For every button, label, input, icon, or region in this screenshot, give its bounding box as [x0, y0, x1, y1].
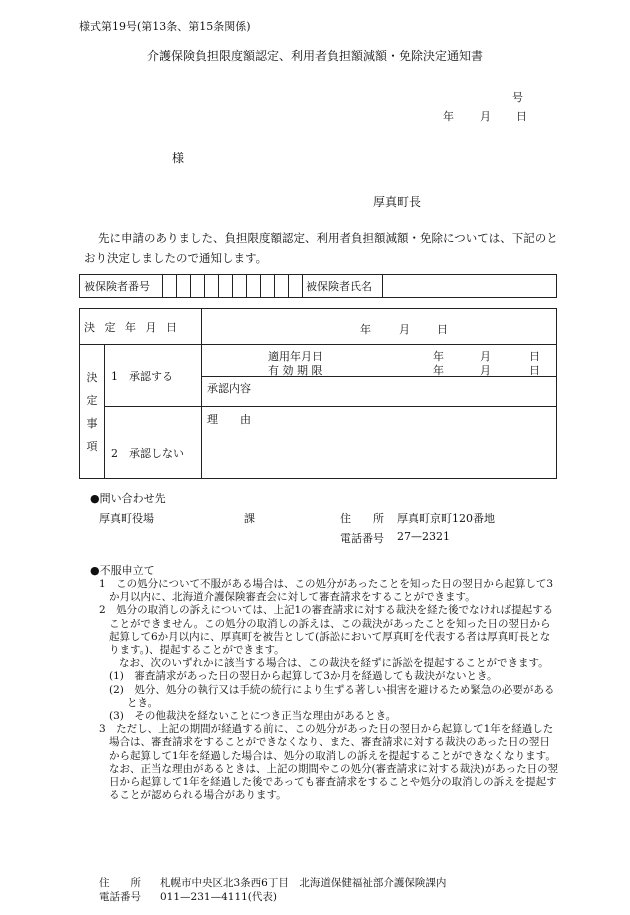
decision-date-year: 年 [360, 322, 371, 336]
digit-box[interactable] [219, 275, 233, 298]
intro-paragraph: 先に申請のありました、負担限度額認定、利用者負担額減額・免除については、下記のとおり決定しましたので通知します。 [84, 231, 558, 265]
form-number: 様式第19号(第13条、第15条関係) [79, 20, 251, 33]
digit-box[interactable] [205, 275, 219, 298]
valid-year: 年 [433, 363, 444, 377]
inquiry-phone-label: 電話番号 [340, 532, 384, 545]
digit-box[interactable] [233, 275, 247, 298]
appeal-item-1: 1 この処分について不服がある場合は、この処分があったことを知った日の翌日から起算して3か月以内に、北海道介護保険審査会に対して審査請求をすることができます。 [99, 578, 554, 604]
digit-box[interactable] [191, 275, 205, 298]
digit-box[interactable] [261, 275, 275, 298]
approval-content-label: 承認内容 [207, 382, 251, 395]
inquiry-heading: ●問い合わせ先 [90, 492, 166, 505]
insured-table [79, 274, 557, 298]
addressee-honorific: 様 [172, 151, 185, 165]
appeal-item-2: 2 処分の取消しの訴えについては、上記1の審査請求に対する裁決を経た後でなければ提起することができません。この処分の取消しの訴えは、この裁決があったことを知った日の翌日から起算して6か月以内に、厚真町を被告として(訴訟において厚真町を代表する者は厚真町長となります。)、提起することができます。 [99, 604, 554, 657]
valid-day: 日 [529, 363, 540, 377]
decision-date-field[interactable] [202, 309, 557, 345]
apply-date-label: 適用年月日 [268, 349, 323, 363]
insured-name-label: 被保険者氏名 [303, 275, 383, 298]
digit-box[interactable] [163, 275, 177, 298]
issuer-name: 厚真町長 [373, 195, 422, 209]
inquiry-section: 課 [244, 512, 255, 525]
apply-year: 年 [433, 349, 444, 363]
issue-date-month: 月 [480, 110, 491, 123]
deny-option[interactable]: 2 承認しない [105, 407, 202, 479]
footer-phone-label: 電話番号 [99, 891, 141, 903]
digit-box[interactable] [177, 275, 191, 298]
appeal-item-2b: なお、次のいずれかに該当する場合は、この裁決を経ずに訴訟を提起することができます。 [119, 657, 549, 670]
inquiry-address-label: 住 所 [340, 512, 384, 525]
decision-date-label: 決 定 年 月 日 [80, 309, 202, 345]
reason-label: 理 由 [207, 413, 251, 426]
apply-day: 日 [529, 349, 540, 363]
reason-field[interactable] [202, 407, 557, 479]
number-label: 号 [512, 91, 523, 104]
footer-address-label: 住 所 [99, 877, 141, 889]
approval-content-field[interactable] [202, 377, 557, 407]
inquiry-address: 厚真町京町120番地 [397, 512, 495, 525]
issue-date-year: 年 [443, 110, 454, 123]
appeal-heading: ●不服申立て [90, 564, 155, 577]
valid-until-label: 有 効 期 限 [268, 363, 323, 377]
approve-option[interactable]: 1 承認する [105, 345, 202, 407]
digit-box[interactable] [247, 275, 261, 298]
inquiry-office: 厚真町役場 [99, 512, 154, 525]
issue-date-day: 日 [516, 110, 527, 123]
valid-month: 月 [480, 363, 491, 377]
decision-table [79, 308, 557, 479]
appeal-notes [99, 578, 559, 802]
document-title: 介護保険負担限度額認定、利用者負担額減額・免除決定通知書 [146, 49, 483, 63]
insured-number-label: 被保険者番号 [80, 275, 163, 298]
decision-matters-label: 決定事項 [80, 345, 105, 479]
apply-month: 月 [480, 349, 491, 363]
appeal-sub-2: (2) 処分、処分の執行又は手続の続行により生ずる著しい損害を避けるため緊急の必要があるとき。 [109, 683, 555, 709]
footer-address: 札幌市中央区北3条西6丁目 北海道保健福祉部介護保険課内 [160, 877, 447, 889]
digit-box[interactable] [289, 275, 303, 298]
decision-date-month: 月 [399, 322, 410, 336]
appeal-sub-3: (3) その他裁決を経ないことにつき正当な理由があるとき。 [109, 710, 397, 723]
insured-name-field[interactable] [383, 275, 557, 298]
appeal-item-3: 3 ただし、上記の期間が経過する前に、この処分があった日の翌日から起算して1年を経過した場合は、審査請求をすることができなくなり、また、審査請求に対する裁決のあった日の翌日から起算して1年を経過した場合は、処分の取消しの訴えを提起することができなくなります。なお、正当な理由があるときは、上記の期間やこの処分(審査請求に対する裁決)があった日の翌日から起算して1年を経過した後であっても審査請求をすることや処分の取消しの訴えを提起することが認められる場合があります。 [99, 723, 559, 802]
approval-period [202, 345, 557, 377]
footer-phone: 011—231—4111(代表) [160, 891, 277, 903]
appeal-sub-1: (1) 審査請求があった日の翌日から起算して3か月を経過しても裁決がないとき。 [109, 670, 498, 683]
decision-date-day: 日 [437, 322, 448, 336]
digit-box[interactable] [275, 275, 289, 298]
inquiry-phone: 27—2321 [397, 530, 450, 543]
